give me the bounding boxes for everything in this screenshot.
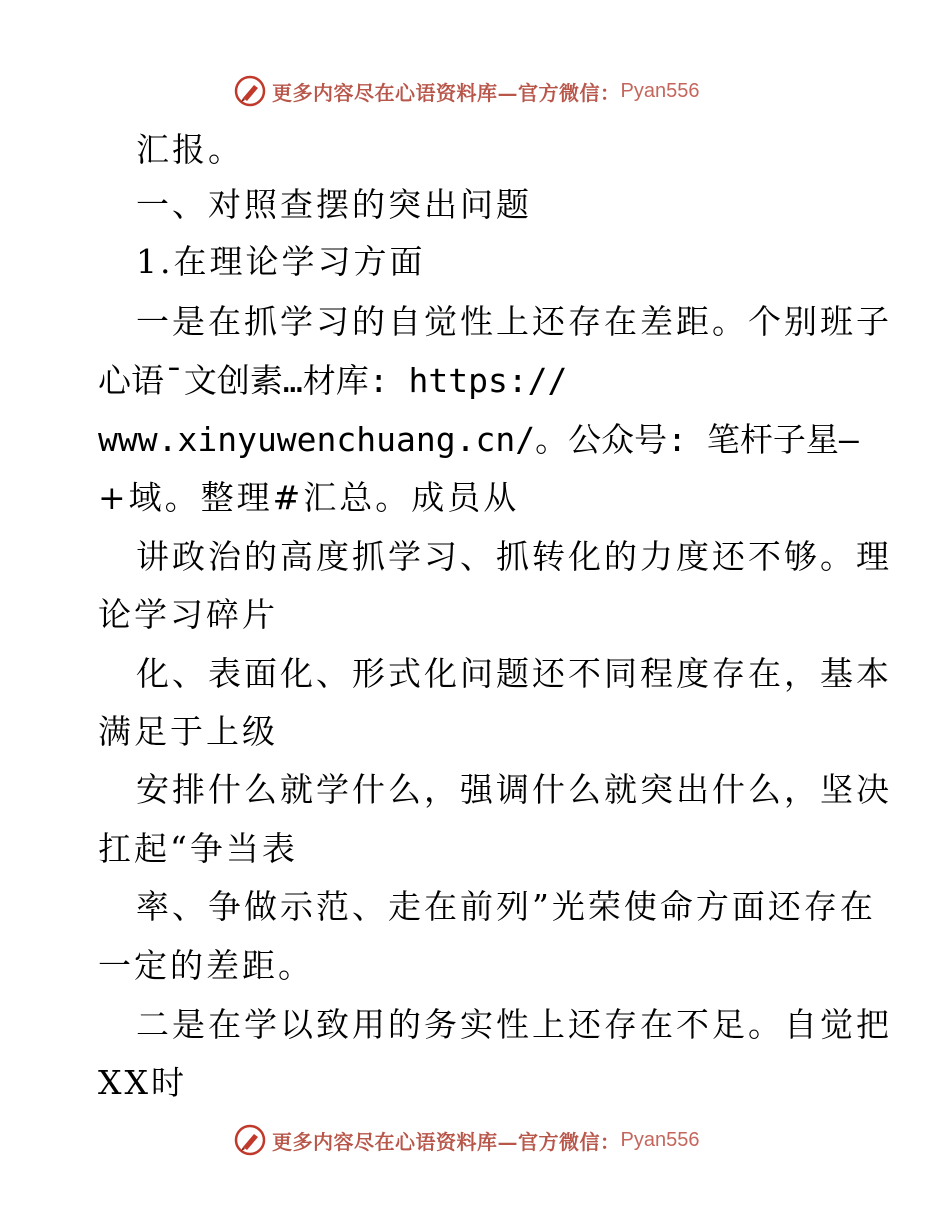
- watermark-text-line: www.xinyuwenchuang.cn/。公众号: 笔杆子星—: [98, 420, 859, 459]
- footer-banner: [234, 1120, 699, 1160]
- watermark-text-line: +域。整理#汇总。成员从: [98, 478, 520, 517]
- footer-slogan: 更多内容尽在心语资料库—官方微信：: [272, 1129, 621, 1154]
- text-line: 化、表面化、形式化问题还不同程度存在，基本: [136, 654, 892, 693]
- text-line: XX时: [98, 1063, 187, 1102]
- text-line: 满足于上级: [98, 712, 278, 751]
- pen-logo-icon: [234, 1124, 266, 1156]
- header-wechat-id: Pyan556: [620, 79, 700, 102]
- text-line: 二是在学以致用的务实性上还存在不足。自觉把: [136, 1005, 892, 1044]
- text-line: 一是在抓学习的自觉性上还存在差距。个别班子: [136, 302, 892, 341]
- text-line: 一定的差距。: [98, 946, 314, 985]
- watermark-text-line: 心语¯文创素…材库: https://: [98, 361, 568, 400]
- text-line: 率、争做示范、走在前列”光荣使命方面还存在: [136, 887, 876, 926]
- text-line: 汇报。: [136, 130, 244, 169]
- pen-logo-icon: [234, 75, 266, 107]
- subsection-heading: 1.在理论学习方面: [136, 242, 426, 281]
- text-line: 扛起“争当表: [98, 829, 298, 868]
- footer-wechat-id: Pyan556: [620, 1128, 700, 1151]
- section-heading: 一、对照查摆的突出问题: [136, 185, 532, 224]
- text-line: 讲政治的高度抓学习、抓转化的力度还不够。理: [136, 537, 892, 576]
- header-banner: [234, 71, 699, 111]
- text-line: 论学习碎片: [98, 595, 278, 634]
- text-line: 安排什么就学什么，强调什么就突出什么，坚决: [136, 770, 892, 809]
- header-slogan: 更多内容尽在心语资料库—官方微信：: [272, 80, 621, 105]
